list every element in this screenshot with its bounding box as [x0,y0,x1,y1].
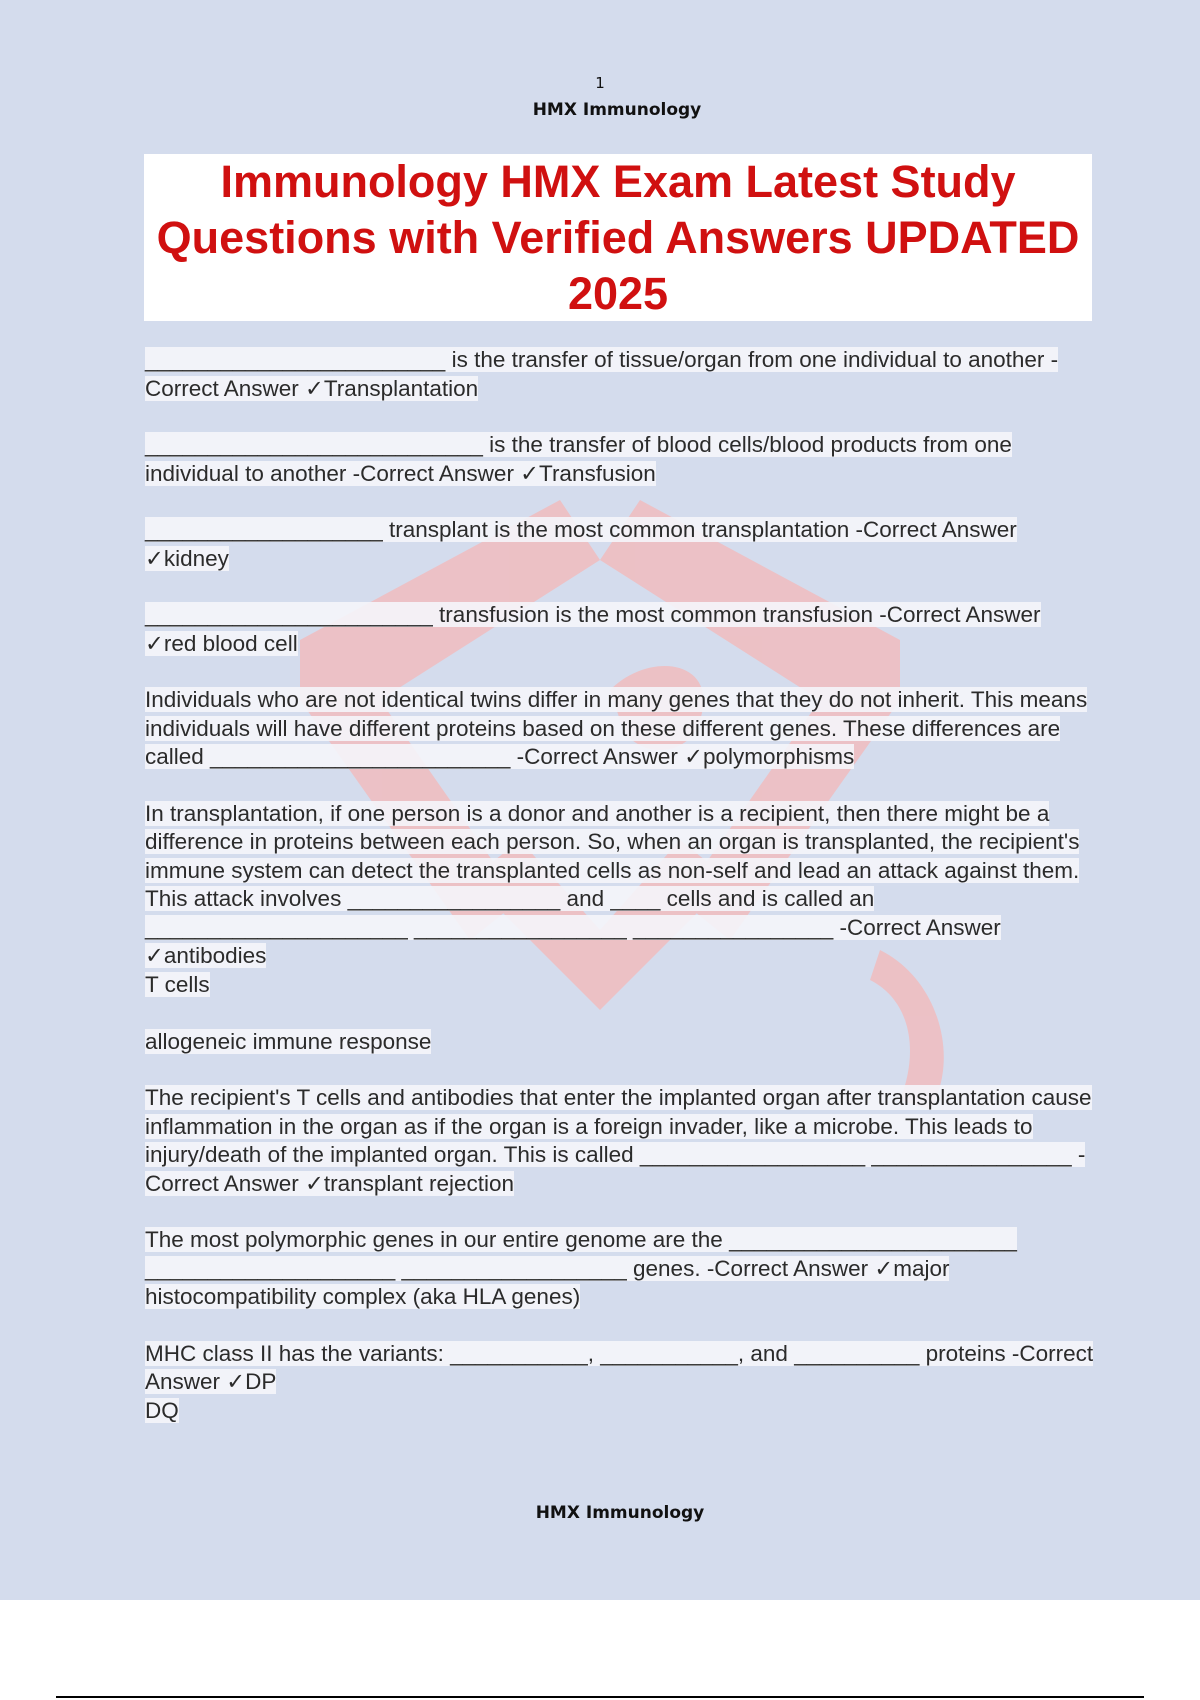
question-text: The most polymorphic genes in our entire genome are the _______________________ ____________________ __________________ genes. -Correct Answer ✓major histocompatibility complex (aka HLA genes) [145,1227,1017,1309]
question-item [145,1226,1095,1312]
header-running-title: HMX Immunology [532,100,702,120]
answer-line-blank [145,999,1095,1028]
question-item [145,601,1095,658]
question-text: ________________________ is the transfer of tissue/organ from one individual to another -Correct Answer ✓Transplantation [145,347,1059,401]
question-list [145,346,1095,1453]
question-item [145,431,1095,488]
question-item [145,516,1095,573]
next-page-divider [56,1696,1144,1698]
question-text: ___________________________ is the transfer of blood cells/blood products from one individual to another -Correct Answer ✓Transfusion [145,432,1012,486]
answer-line: allogeneic immune response [145,1028,432,1054]
answer-line: T cells [145,971,210,997]
question-item [145,1340,1095,1426]
question-text: MHC class II has the variants: ___________, ___________, and __________ proteins -Correct Answer ✓DP [145,1340,1094,1394]
question-text: _______________________ transfusion is the most common transfusion -Correct Answer ✓red blood cell [145,602,1041,656]
question-item [145,346,1095,403]
question-text: The recipient's T cells and antibodies that enter the implanted organ after transplantation cause inflammation in the organ as if the organ is a foreign invader, like a microbe. This leads to injury/death of the implanted organ. This is called __________________ ________________ -Correct Answer ✓transplant rejection [145,1085,1092,1196]
question-item [145,1084,1095,1198]
question-item [145,800,1095,1057]
document-title: Immunology HMX Exam Latest Study Questions with Verified Answers UPDATED 2025 [156,155,1080,319]
footer-running-title: HMX Immunology [535,1503,705,1523]
question-text: In transplantation, if one person is a donor and another is a recipient, then there might be a difference in proteins between each person. So, when an organ is transplanted, the recipient's immune system can detect the transplanted cells as non-self and lead an attack against them. This attack involves _________________ and ____ cells and is called an _____________________ _________________ ________________ -Correct Answer ✓antibodies [145,800,1080,968]
title-box [144,154,1092,321]
question-item [145,686,1095,772]
answer-line: DQ [145,1397,179,1423]
question-text: ___________________ transplant is the most common transplantation -Correct Answer ✓kidney [145,517,1017,571]
question-text: Individuals who are not identical twins differ in many genes that they do not inherit. This means individuals will have different proteins based on these different genes. These differences are called ________________________ -Correct Answer ✓polymorphisms [145,687,1088,769]
page-number: 1 [595,74,605,92]
